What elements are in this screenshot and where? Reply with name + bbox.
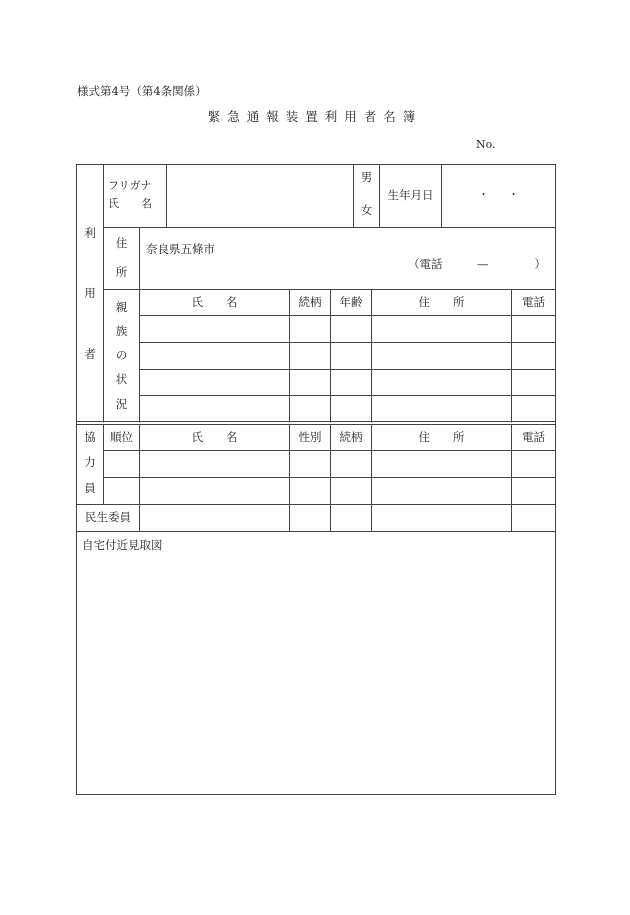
relatives-header-age: 年齢 — [339, 294, 363, 309]
relatives-header-phone: 電話 — [522, 294, 545, 309]
welfare-commissioner-label: 民生委員 — [85, 510, 131, 525]
number-label: No. — [476, 138, 496, 151]
sex-options[interactable]: 男 女 — [360, 170, 373, 217]
relatives-header-name: 氏 名 — [191, 294, 238, 309]
helpers-header-phone: 電話 — [522, 429, 545, 444]
page-title: 緊急通報装置利用者名簿 — [207, 109, 423, 124]
helpers-header-address: 住 所 — [418, 429, 465, 444]
map-section-label: 自宅付近見取図 — [82, 538, 163, 552]
address-value[interactable]: 奈良県五條市 — [146, 242, 215, 256]
user-section-label: 利 用 者 — [84, 226, 96, 361]
helpers-header-sex: 性別 — [298, 429, 322, 444]
helpers-header-name: 氏 名 — [191, 429, 238, 444]
name-label: 氏 名 — [108, 197, 152, 210]
name-field[interactable] — [167, 165, 353, 227]
form-reference: 様式第4号（第4条関係） — [77, 84, 207, 98]
phone-field[interactable]: （電話 — ） — [408, 257, 546, 271]
furigana-label: フリガナ — [108, 179, 152, 192]
relatives-header-relation: 続柄 — [298, 294, 322, 309]
birth-date-label: 生年月日 — [387, 188, 434, 203]
address-label: 住 所 — [115, 236, 128, 279]
birth-date-field[interactable]: ・ ・ — [478, 190, 519, 201]
relatives-header-address: 住 所 — [418, 294, 465, 309]
helpers-header-relation: 続柄 — [339, 429, 363, 444]
helpers-header-rank: 順位 — [110, 429, 133, 444]
helpers-section-label: 協 力 員 — [84, 430, 96, 495]
map-drawing-area[interactable] — [77, 560, 555, 794]
relatives-section-label: 親 族 の 状 況 — [115, 300, 128, 411]
